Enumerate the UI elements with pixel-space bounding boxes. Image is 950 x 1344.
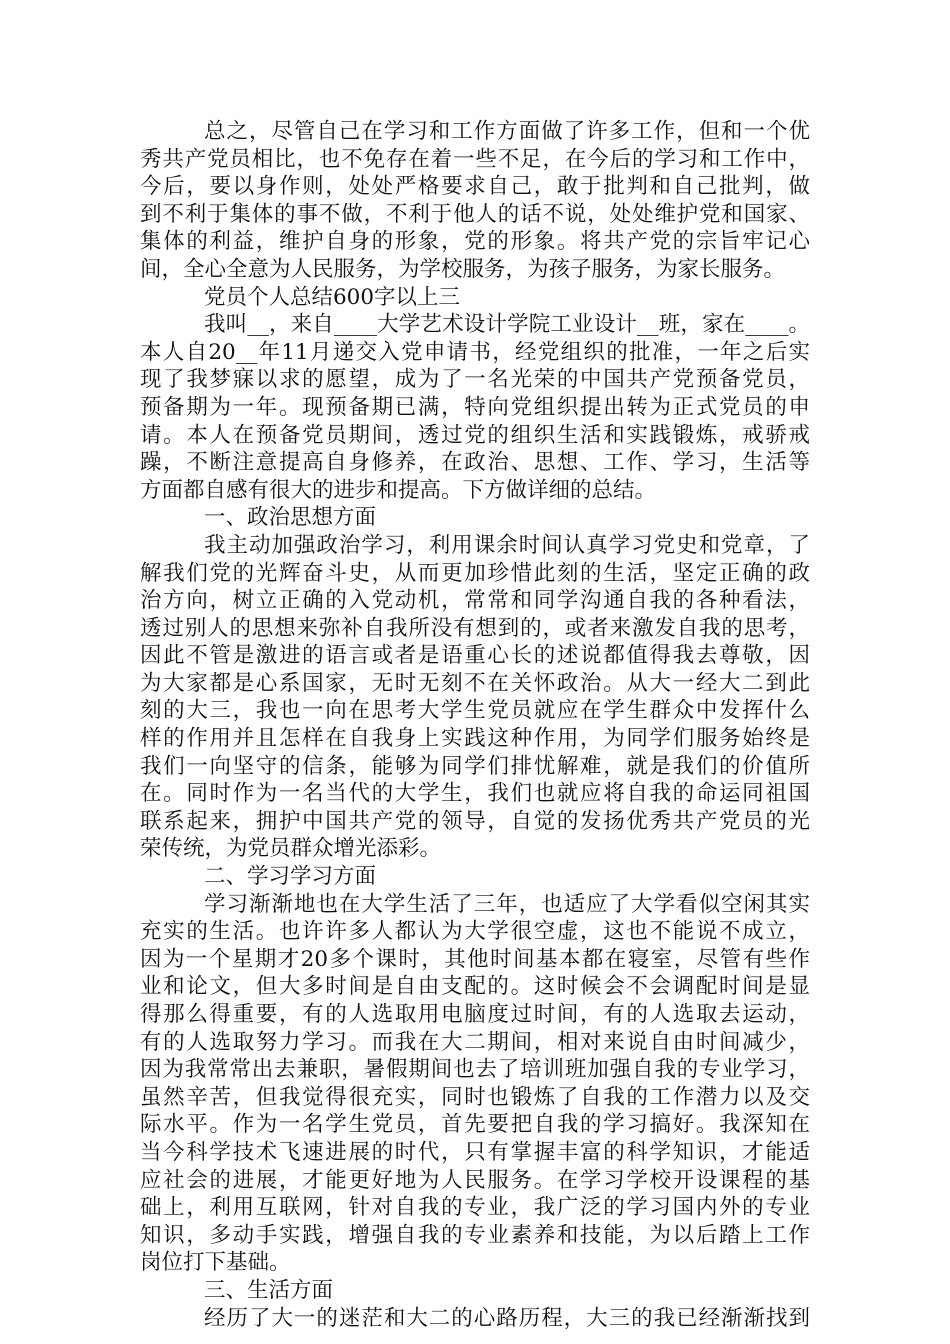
text-line: 三、生活方面 <box>204 1277 334 1303</box>
text-line: 当今科学技术飞速进展的时代，只有掌握丰富的科学知识，才能适 <box>140 1139 810 1165</box>
text-line: 荣传统，为党员群众增光添彩。 <box>140 836 442 862</box>
text-line: 总之，尽管自己在学习和工作方面做了许多工作，但和一个优 <box>204 119 810 144</box>
text-line: 到不利于集体的事不做，不利于他人的话不说，处处维护党和国家、 <box>140 201 810 227</box>
text-line: 间，全心全意为人民服务，为学校服务，为孩子服务，为家长服务。 <box>140 256 786 282</box>
text-line: 样的作用并且怎样在自我身上实践这种作用，为同学们服务始终是 <box>140 726 810 752</box>
text-line: 我叫__，来自____大学艺术设计学院工业设计__班，家在____。 <box>204 312 810 338</box>
text-line: 础上，利用互联网，针对自我的专业，我广泛的学习国内外的专业 <box>140 1195 810 1221</box>
text-line: 学习渐渐地也在大学生活了三年，也适应了大学看似空闲其实 <box>204 891 810 917</box>
text-line: 二、学习学习方面 <box>204 864 377 890</box>
document-body <box>140 118 810 1332</box>
text-line: 际水平。作为一名学生党员，首先要把自我的学习搞好。我深知在 <box>140 1112 810 1138</box>
text-line: 知识，多动手实践，增强自我的专业素养和技能，为以后踏上工作 <box>140 1222 810 1248</box>
text-line: 刻的大三，我也一向在思考大学生党员就应在学生群众中发挥什么 <box>140 698 810 724</box>
text-line: 业和论文，但大多时间是自由支配的。这时候会不会调配时间是显 <box>140 974 810 1000</box>
text-line: 治方向，树立正确的入党动机，常常和同学沟通自我的各种看法， <box>140 588 810 614</box>
text-line: 集体的利益，维护自身的形象，党的形象。将共产党的宗旨牢记心 <box>140 229 810 255</box>
text-line: 现了我梦寐以求的愿望，成为了一名光荣的中国共产党预备党员， <box>140 367 810 393</box>
text-line: 躁，不断注意提高自身修养，在政治、思想、工作、学习，生活等 <box>140 450 810 476</box>
text-line: 我主动加强政治学习，利用课余时间认真学习党史和党章，了 <box>204 532 810 558</box>
text-line: 秀共产党员相比，也不免存在着一些不足，在今后的学习和工作中， <box>140 146 810 172</box>
text-line: 在。同时作为一名当代的大学生，我们也就应将自我的命运同祖国 <box>140 781 810 807</box>
text-line: 解我们党的光辉奋斗史，从而更加珍惜此刻的生活，坚定正确的政 <box>140 560 810 586</box>
text-line: 有的人选取努力学习。而我在大二期间，相对来说自由时间减少， <box>140 1029 810 1055</box>
text-line: 方面都自感有很大的进步和提高。下方做详细的总结。 <box>140 477 657 503</box>
text-line: 透过别人的思想来弥补自我所没有想到的，或者来激发自我的思考， <box>140 615 810 641</box>
text-line: 为大家都是心系国家，无时无刻不在关怀政治。从大一经大二到此 <box>140 670 810 696</box>
text-line: 今后，要以身作则，处处严格要求自己，敢于批判和自己批判，做 <box>140 174 810 200</box>
text-line: 虽然辛苦，但我觉得很充实，同时也锻炼了自我的工作潜力以及交 <box>140 1084 810 1110</box>
text-line: 一、政治思想方面 <box>204 505 377 531</box>
text-line: 得那么得重要，有的人选取用电脑度过时间，有的人选取去运动， <box>140 1002 810 1027</box>
text-line: 预备期为一年。现预备期已满，特向党组织提出转为正式党员的申 <box>140 394 810 420</box>
text-line: 应社会的进展，才能更好地为人民服务。在学习学校开设课程的基 <box>140 1167 810 1193</box>
text-line: 岗位打下基础。 <box>140 1250 291 1276</box>
text-line: 充实的生活。也许许多人都认为大学很空虚，这也不能说不成立， <box>140 919 810 945</box>
text-line: 因为一个星期才20多个课时，其他时间基本都在寝室，尽管有些作 <box>140 946 810 972</box>
text-line: 因为我常常出去兼职，暑假期间也去了培训班加强自我的专业学习， <box>140 1057 810 1083</box>
text-line: 党员个人总结600字以上三 <box>204 284 461 310</box>
text-line: 联系起来，拥护中国共产党的领导，自觉的发扬优秀共产党员的光 <box>140 808 810 834</box>
text-line: 本人自20__年11月递交入党申请书，经党组织的批准，一年之后实 <box>140 339 810 365</box>
text-line: 请。本人在预备党员期间，透过党的组织生活和实践锻炼，戒骄戒 <box>140 422 810 448</box>
text-line: 我们一向坚守的信条，能够为同学们排忧解难，就是我们的价值所 <box>140 753 810 779</box>
text-line: 因此不管是激进的语言或者是语重心长的述说都值得我去尊敬，因 <box>140 643 810 669</box>
text-line: 经历了大一的迷茫和大二的心路历程，大三的我已经渐渐找到 <box>204 1305 810 1331</box>
